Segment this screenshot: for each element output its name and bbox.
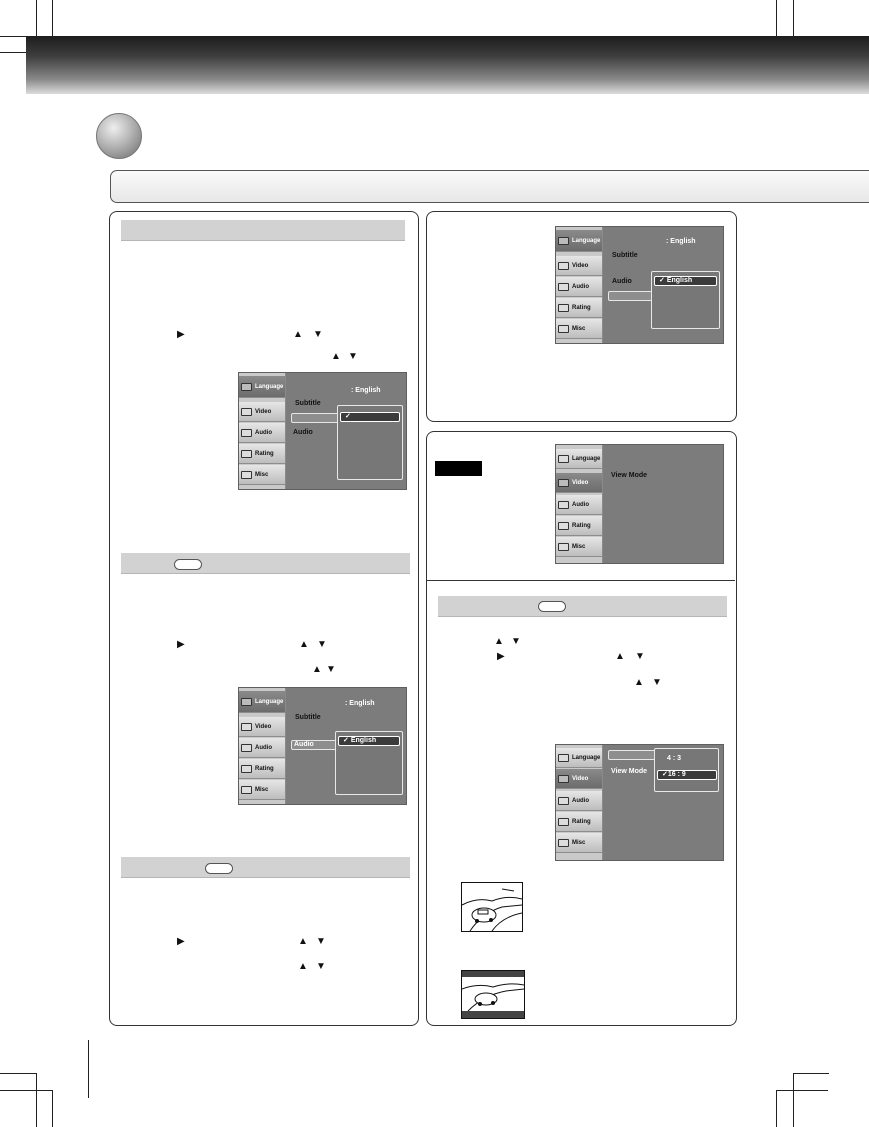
view-mode-label: View Mode — [611, 472, 648, 479]
tab-audio[interactable] — [556, 495, 602, 515]
audio-icon — [558, 283, 569, 291]
tab-misc-label: Misc — [572, 543, 586, 550]
tab-audio-label: Audio — [572, 797, 589, 804]
osd-video-menu — [555, 444, 724, 564]
down-arrow-icon: ▼ — [316, 936, 326, 947]
check-icon: ✓ — [662, 771, 668, 778]
subtitle-label: Subtitle — [612, 252, 638, 259]
car-road-icon — [462, 883, 522, 931]
audio-label: Audio — [293, 429, 313, 436]
audio-option-english[interactable] — [338, 736, 400, 746]
tab-misc-label: Misc — [255, 786, 269, 793]
view-mode-option-4-3[interactable]: 4 : 3 — [667, 755, 682, 762]
tab-misc[interactable] — [239, 780, 285, 800]
video-icon — [558, 479, 569, 487]
tab-video-label: Video — [572, 775, 589, 782]
tab-video[interactable] — [239, 402, 285, 422]
current-language-value: : English — [345, 700, 375, 707]
section-bar-third — [121, 857, 410, 878]
tab-rating[interactable] — [556, 298, 602, 318]
crop-mark — [0, 1073, 36, 1074]
panel-divider — [427, 580, 735, 581]
crop-mark — [36, 1073, 37, 1127]
tab-misc[interactable] — [556, 319, 602, 339]
up-arrow-icon: ▲ — [293, 329, 303, 340]
down-arrow-icon: ▼ — [316, 961, 326, 972]
tab-language-label: Language — [572, 237, 601, 244]
up-arrow-icon: ▲ — [299, 639, 309, 650]
subtitle-dropdown[interactable] — [337, 405, 403, 480]
video-icon — [241, 723, 252, 731]
tab-rating-label: Rating — [572, 304, 591, 311]
tab-language[interactable] — [239, 691, 285, 713]
video-icon — [558, 262, 569, 270]
tab-language-label: Language — [255, 698, 284, 705]
tab-rating[interactable] — [556, 516, 602, 536]
crop-mark — [52, 0, 53, 36]
current-language-value: : English — [666, 238, 696, 245]
aspect-16-9-thumbnail — [461, 970, 525, 1019]
tab-video-label: Video — [572, 262, 589, 269]
tab-video[interactable] — [556, 769, 602, 789]
tab-audio-label: Audio — [255, 429, 272, 436]
section-bar-view-mode — [438, 596, 727, 617]
audio-button-icon — [174, 559, 202, 570]
tab-audio[interactable] — [556, 791, 602, 811]
row-highlight — [608, 291, 654, 301]
osd-tab-column — [556, 745, 603, 860]
language-icon — [241, 383, 252, 391]
section-bullet-icon — [96, 113, 142, 159]
tab-audio-label: Audio — [572, 501, 589, 508]
tab-audio-label: Audio — [572, 283, 589, 290]
tab-rating[interactable] — [556, 812, 602, 832]
rating-icon — [558, 522, 569, 530]
tab-audio[interactable] — [239, 738, 285, 758]
section-bar-audio — [121, 553, 410, 574]
crop-mark — [793, 1073, 829, 1074]
tab-rating-label: Rating — [572, 818, 591, 825]
audio-option-label: English — [350, 737, 377, 744]
check-icon: ✓ — [343, 737, 349, 744]
crop-mark — [0, 1090, 52, 1091]
tab-rating[interactable] — [239, 444, 285, 464]
audio-icon — [241, 429, 252, 437]
tab-video-label: Video — [572, 479, 589, 486]
tab-language-label: Language — [255, 383, 284, 390]
tab-rating[interactable] — [239, 759, 285, 779]
tab-language[interactable] — [556, 748, 602, 768]
crop-mark — [776, 1090, 777, 1127]
audio-icon — [558, 501, 569, 509]
button-icon — [205, 863, 233, 874]
audio-option-english[interactable] — [654, 276, 717, 286]
osd-audio-menu — [238, 687, 407, 805]
misc-icon — [558, 325, 569, 333]
black-label-box — [435, 461, 482, 476]
tab-video[interactable] — [556, 256, 602, 276]
view-mode-label: View Mode — [611, 768, 648, 775]
audio-option-label: English — [666, 277, 693, 284]
rating-icon — [241, 765, 252, 773]
subtitle-option-selected[interactable] — [340, 412, 400, 422]
rating-icon — [558, 818, 569, 826]
tab-audio-label: Audio — [255, 744, 272, 751]
down-arrow-icon: ▼ — [511, 636, 521, 647]
video-icon — [241, 408, 252, 416]
header-band — [26, 36, 869, 94]
tab-misc[interactable] — [556, 537, 602, 557]
tab-rating-label: Rating — [255, 765, 274, 772]
button-icon — [538, 601, 566, 612]
right-arrow-icon: ▶ — [497, 651, 505, 662]
subtitle-row-highlight — [291, 413, 340, 423]
audio-icon — [241, 744, 252, 752]
misc-icon — [241, 471, 252, 479]
osd-tab-column — [239, 373, 286, 489]
osd-subtitle-menu — [238, 372, 407, 490]
rating-icon — [558, 304, 569, 312]
tab-rating-label: Rating — [255, 450, 274, 457]
language-icon — [558, 237, 569, 245]
check-icon: ✓ — [345, 413, 351, 420]
left-panel — [109, 211, 419, 1026]
video-icon — [558, 775, 569, 783]
rating-icon — [241, 450, 252, 458]
tab-language-label: Language — [572, 754, 601, 761]
tab-language[interactable] — [556, 449, 602, 469]
up-arrow-icon: ▲ — [312, 664, 322, 675]
tab-video-label: Video — [255, 408, 272, 415]
aspect-4-3-thumbnail — [461, 882, 523, 932]
car-road-icon — [462, 977, 524, 1011]
current-language-value: : English — [351, 387, 381, 394]
up-arrow-icon: ▲ — [615, 651, 625, 662]
right-arrow-icon: ▶ — [177, 639, 185, 650]
crop-mark — [52, 1090, 53, 1127]
misc-icon — [558, 839, 569, 847]
page-edge-line — [88, 1040, 89, 1098]
language-icon — [558, 754, 569, 762]
audio-dropdown[interactable] — [651, 271, 720, 329]
osd-audio-menu-2 — [555, 226, 724, 344]
osd-tab-column — [556, 227, 603, 343]
crop-mark — [776, 0, 777, 36]
tab-misc-label: Misc — [572, 325, 586, 332]
up-arrow-icon: ▲ — [298, 961, 308, 972]
tab-misc-label: Misc — [255, 471, 269, 478]
down-arrow-icon: ▼ — [348, 351, 358, 362]
tab-video[interactable] — [556, 473, 602, 493]
up-arrow-icon: ▲ — [494, 636, 504, 647]
subtitle-label: Subtitle — [295, 714, 321, 721]
audio-dropdown[interactable] — [335, 731, 403, 795]
misc-icon — [558, 543, 569, 551]
audio-icon — [558, 797, 569, 805]
crop-mark — [776, 1090, 828, 1091]
up-arrow-icon: ▲ — [331, 351, 341, 362]
language-icon — [558, 455, 569, 463]
tab-audio[interactable] — [556, 277, 602, 297]
subtitle-label: Subtitle — [295, 400, 321, 407]
tab-video[interactable] — [239, 717, 285, 737]
audio-label: Audio — [294, 741, 314, 748]
view-mode-option-16-9[interactable] — [657, 770, 717, 780]
tab-rating-label: Rating — [572, 522, 591, 529]
down-arrow-icon: ▼ — [635, 651, 645, 662]
down-arrow-icon: ▼ — [313, 329, 323, 340]
row-highlight — [608, 750, 658, 760]
crop-mark — [793, 1073, 794, 1127]
down-arrow-icon: ▼ — [326, 664, 336, 675]
right-arrow-icon: ▶ — [177, 329, 185, 340]
tab-misc[interactable] — [556, 833, 602, 853]
view-mode-selected-label: 16 : 9 — [667, 771, 686, 778]
osd-tab-column — [556, 445, 603, 563]
audio-label: Audio — [612, 278, 632, 285]
up-arrow-icon: ▲ — [298, 936, 308, 947]
check-icon: ✓ — [659, 277, 665, 284]
osd-tab-column — [239, 688, 286, 804]
tab-language[interactable] — [239, 376, 285, 398]
tab-language[interactable] — [556, 230, 602, 252]
osd-view-mode-menu — [555, 744, 724, 861]
down-arrow-icon: ▼ — [317, 639, 327, 650]
tab-language-label: Language — [572, 455, 601, 462]
down-arrow-icon: ▼ — [652, 677, 662, 688]
misc-icon — [241, 786, 252, 794]
section-bar-subtitle — [121, 220, 405, 241]
letterbox-image — [462, 977, 524, 1011]
view-mode-dropdown[interactable] — [654, 748, 719, 792]
up-arrow-icon: ▲ — [634, 677, 644, 688]
tab-misc[interactable] — [239, 465, 285, 485]
section-title-bar — [110, 170, 869, 203]
language-icon — [241, 698, 252, 706]
right-arrow-icon: ▶ — [177, 936, 185, 947]
tab-misc-label: Misc — [572, 839, 586, 846]
tab-video-label: Video — [255, 723, 272, 730]
tab-audio[interactable] — [239, 423, 285, 443]
